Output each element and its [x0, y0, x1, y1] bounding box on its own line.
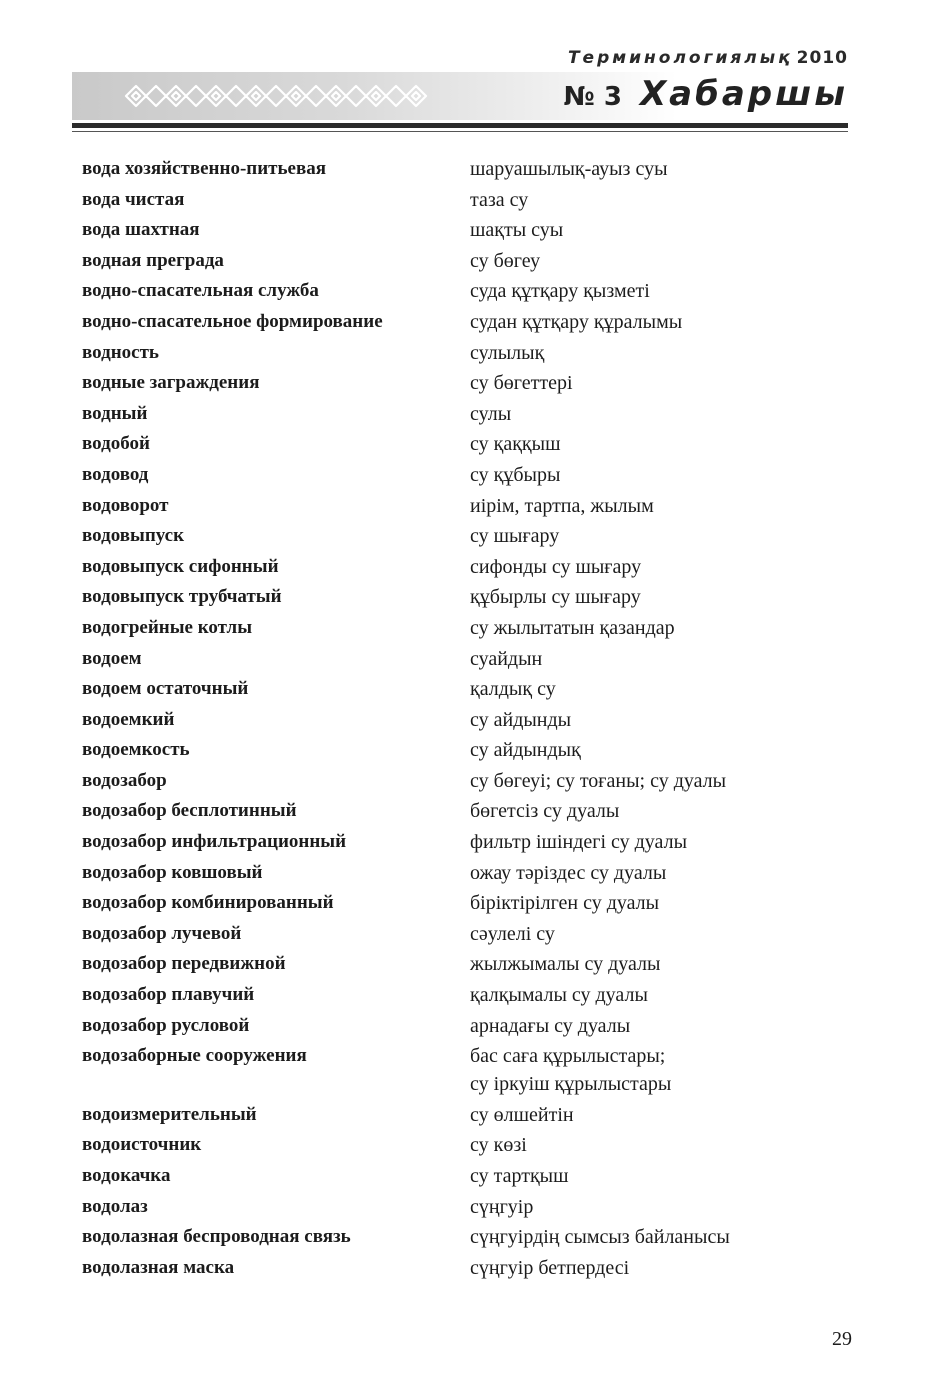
glossary-entry: [82, 399, 848, 430]
entry-translation-line: құбырлы су шығару: [470, 586, 641, 609]
glossary-entry: [82, 1161, 848, 1192]
entry-term: водолазная маска: [82, 1256, 235, 1278]
entry-translation: [470, 674, 848, 705]
header-rule-thin: [72, 131, 848, 132]
entry-term: водно-спасательная служба: [82, 280, 319, 302]
entry-term: водовыпуск сифонный: [82, 555, 279, 577]
entry-term: водозабор бесплотинный: [82, 800, 297, 822]
glossary-entry: [82, 1192, 848, 1223]
entry-translation-line: су қаққыш: [470, 433, 561, 456]
ornament-pattern: [122, 80, 432, 112]
page-number: 29: [832, 1328, 852, 1350]
entry-translation: [470, 735, 848, 766]
entry-translation: [470, 858, 848, 889]
entry-translation: [470, 644, 848, 675]
glossary-entry: [82, 980, 848, 1011]
glossary-entry: [82, 674, 848, 705]
entry-term: водозабор русловой: [82, 1014, 250, 1036]
entry-translation-line: сулылық: [470, 341, 545, 364]
page-header: [0, 0, 938, 140]
glossary-entry: [82, 1222, 848, 1253]
entry-translation: [470, 888, 848, 919]
entry-translation-line: суда құтқару қызметі: [470, 280, 650, 303]
entry-translation-line: су көзі: [470, 1134, 527, 1157]
entry-term: водоворот: [82, 494, 169, 516]
entry-term: водоем остаточный: [82, 678, 249, 700]
glossary-entry: [82, 919, 848, 950]
entry-term: водозабор передвижной: [82, 953, 286, 975]
entry-translation: [470, 949, 848, 980]
entry-translation: [470, 521, 848, 552]
entry-translation-line: шақты суы: [470, 219, 564, 242]
entry-term: вода хозяйственно-питьевая: [82, 158, 327, 179]
entry-translation: [470, 460, 848, 491]
entry-translation: [470, 705, 848, 736]
entry-translation-line: сүңгуір: [470, 1195, 534, 1218]
glossary-entry: [82, 307, 848, 338]
entry-translation-line: су тартқыш: [470, 1165, 569, 1187]
header-rule-thick: [72, 123, 848, 128]
entry-translation-line: арнадағы су дуалы: [470, 1014, 631, 1037]
entry-translation-line: су бөгеу: [470, 249, 541, 272]
glossary-entry: [82, 888, 848, 919]
glossary-entry: [82, 491, 848, 522]
glossary-entry: [82, 215, 848, 246]
entry-term: водозабор инфильтрационный: [82, 831, 347, 853]
glossary-entry: [82, 276, 848, 307]
entry-translation: [470, 1011, 848, 1042]
entry-translation: [470, 766, 848, 797]
entry-term: водно-спасательное формирование: [82, 310, 383, 332]
entry-translation-line: судан құтқару құралымы: [470, 310, 683, 333]
entry-translation-line: су құбыры: [470, 463, 561, 486]
entry-translation-line: сулы: [470, 402, 512, 425]
glossary-entry: [82, 705, 848, 736]
entry-translation: [470, 827, 848, 858]
entry-term: водозаборные сооружения: [82, 1045, 307, 1067]
entry-translation-line: қалдық су: [470, 678, 556, 701]
entry-term: водная преграда: [82, 249, 224, 271]
entry-term: водолаз: [82, 1195, 148, 1217]
entry-translation: [470, 307, 848, 338]
entry-term: водозабор лучевой: [82, 922, 242, 944]
entry-translation: [470, 613, 848, 644]
entry-translation-line: шаруашылық-ауыз суы: [470, 158, 668, 180]
entry-translation-line: бөгетсіз су дуалы: [470, 800, 620, 823]
entry-translation-line: ожау тәріздес су дуалы: [470, 861, 667, 884]
entry-term: водозабор комбинированный: [82, 892, 334, 914]
entry-translation: [470, 185, 848, 216]
glossary-entry: [82, 154, 848, 185]
entry-term: водные заграждения: [82, 372, 260, 394]
journal-kicker-text: Терминологиялық: [567, 48, 793, 68]
glossary-entry: [82, 766, 848, 797]
entry-translation: [470, 980, 848, 1011]
glossary-entry: [82, 1100, 848, 1131]
entry-term: водоизмерительный: [82, 1103, 257, 1125]
entry-term: вода чистая: [82, 188, 185, 210]
glossary-entry: [82, 246, 848, 277]
glossary-entry: [82, 368, 848, 399]
glossary-entry: [82, 1253, 848, 1284]
entry-translation-line: су өлшейтін: [470, 1103, 574, 1126]
entry-translation: [470, 215, 848, 246]
entry-translation-line: қалқымалы су дуалы: [470, 984, 648, 1007]
glossary-entry: [82, 429, 848, 460]
glossary-entry: [82, 582, 848, 613]
glossary-entry: [82, 521, 848, 552]
journal-year: 2010: [796, 48, 848, 68]
entry-term: водный: [82, 402, 148, 424]
entry-translation-line: иірім, тартпа, жылым: [470, 494, 654, 517]
entry-term: водокачка: [82, 1165, 171, 1186]
entry-translation-line: таза су: [470, 188, 529, 211]
glossary-entry: [82, 552, 848, 583]
entry-translation: [470, 582, 848, 613]
glossary-entry: [82, 735, 848, 766]
entry-term: водоем: [82, 647, 142, 669]
entry-translation: [470, 154, 848, 185]
journal-kicker: [568, 48, 848, 68]
entry-translation: [470, 796, 848, 827]
entry-translation: [470, 1192, 848, 1223]
entry-translation: [470, 429, 848, 460]
glossary-entry: [82, 613, 848, 644]
entry-term: водовод: [82, 463, 149, 485]
entry-translation-line: су бөгеуі; су тоғаны; су дуалы: [470, 769, 727, 792]
entry-translation: [470, 1161, 848, 1192]
entry-translation-line: жылжымалы су дуалы: [470, 953, 661, 976]
entry-translation-line: біріктірілген су дуалы: [470, 892, 660, 915]
entry-translation-line: сәулелі су: [470, 922, 555, 945]
entry-translation-line: фильтр ішіндегі су дуалы: [470, 831, 688, 854]
entry-term: водоемкость: [82, 739, 190, 761]
entry-term: водоемкий: [82, 708, 175, 730]
entry-translation-line: су айдындық: [470, 739, 581, 762]
entry-term: водобой: [82, 433, 150, 455]
journal-title: [564, 74, 848, 114]
entry-term: водогрейные котлы: [82, 616, 253, 638]
entry-translation-line: суайдын: [470, 647, 543, 670]
glossary-list: [82, 154, 848, 1283]
entry-translation: [470, 399, 848, 430]
entry-translation: [470, 338, 848, 369]
entry-translation: [470, 1253, 848, 1284]
entry-translation-line: су шығару: [470, 525, 560, 548]
glossary-entry: [82, 338, 848, 369]
entry-translation-line: су айдынды: [470, 708, 572, 731]
entry-term: водозабор ковшовый: [82, 861, 263, 883]
entry-translation: [470, 276, 848, 307]
entry-term: вода шахтная: [82, 219, 200, 241]
entry-translation: [470, 1100, 848, 1131]
glossary-entry: [82, 796, 848, 827]
entry-translation: [470, 1222, 848, 1253]
issue-number: № 3: [563, 82, 622, 112]
entry-translation-line: сүңгуірдің сымсыз байланысы: [470, 1226, 730, 1249]
entry-translation-line: сифонды су шығару: [470, 555, 642, 578]
entry-term: водолазная беспроводная связь: [82, 1226, 351, 1248]
entry-translation-line: су іркуіш құрылыстары: [470, 1072, 672, 1095]
entry-translation-line: бас саға құрылыстары;: [470, 1045, 666, 1068]
entry-translation: [470, 552, 848, 583]
entry-translation: [470, 1041, 848, 1096]
entry-term: водозабор плавучий: [82, 984, 255, 1006]
glossary-entry: [82, 1041, 848, 1096]
entry-term: водоисточник: [82, 1134, 202, 1156]
entry-term: водовыпуск трубчатый: [82, 586, 282, 608]
entry-translation-line: су жылытатын қазандар: [470, 616, 675, 639]
glossary-entry: [82, 827, 848, 858]
entry-translation: [470, 491, 848, 522]
entry-translation: [470, 1130, 848, 1161]
entry-translation: [470, 919, 848, 950]
glossary-entry: [82, 644, 848, 675]
journal-name: Хабаршы: [639, 74, 848, 114]
entry-translation-line: су бөгеттері: [470, 372, 573, 395]
entry-translation: [470, 246, 848, 277]
entry-translation: [470, 368, 848, 399]
entry-term: водовыпуск: [82, 525, 185, 547]
entry-translation-line: сүңгуір бетпердесі: [470, 1256, 630, 1279]
entry-term: водозабор: [82, 769, 167, 791]
glossary-entry: [82, 949, 848, 980]
entry-term: водность: [82, 341, 159, 363]
glossary-entry: [82, 1130, 848, 1161]
glossary-entry: [82, 460, 848, 491]
glossary-entry: [82, 185, 848, 216]
glossary-entry: [82, 858, 848, 889]
glossary-entry: [82, 1011, 848, 1042]
